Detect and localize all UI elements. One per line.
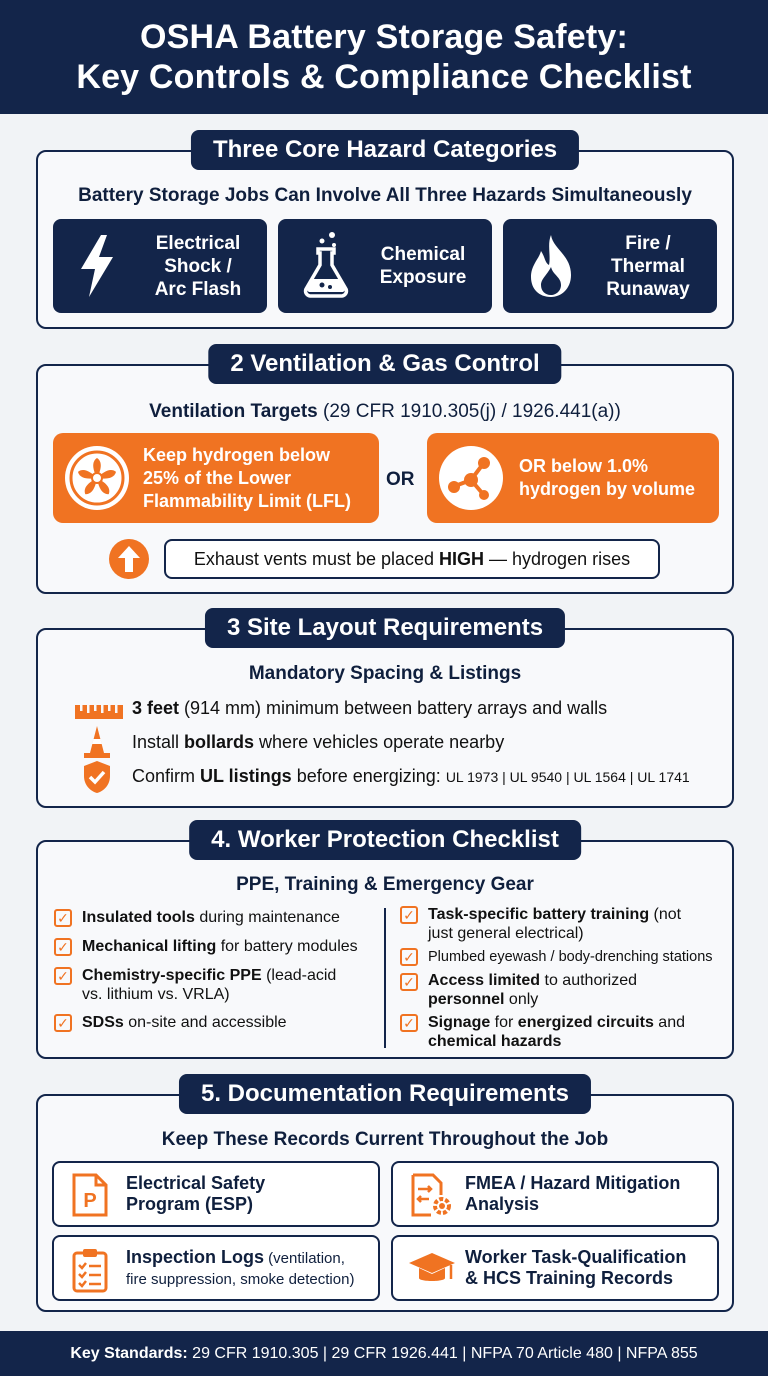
documentation-section-title: 5. Documentation Requirements: [179, 1074, 591, 1114]
doc-card-esp: [52, 1161, 380, 1227]
ruler-icon: [74, 699, 124, 721]
hazard-card-fire: [503, 219, 717, 313]
fan-icon: [65, 446, 129, 510]
ventilation-section: [36, 350, 734, 594]
doc-card-line: FMEA / Hazard Mitigation: [465, 1173, 681, 1193]
checklist-item: Insulated tools during maintenance: [82, 909, 340, 926]
hazard-card-chemical: [278, 219, 492, 313]
worker-protection-section-title: 4. Worker Protection Checklist: [189, 820, 581, 860]
checkbox-icon: ✓: [54, 909, 72, 927]
checkbox-icon: ✓: [54, 938, 72, 956]
ventilation-section-title: 2 Ventilation & Gas Control: [208, 344, 561, 384]
exhaust-vents-note: Exhaust vents must be placed HIGH — hydrogen rises: [164, 539, 660, 579]
doc-card-line: Analysis: [465, 1194, 540, 1214]
checklist-item: Task-specific battery training (not just general electrical): [428, 906, 682, 942]
flame-icon: [523, 233, 579, 299]
checklist-item: Plumbed eyewash / body-drenching stations: [428, 949, 713, 965]
volume-line: hydrogen by volume: [519, 479, 696, 499]
up-arrow-icon: [109, 539, 149, 579]
flask-icon: [300, 229, 352, 299]
hazard-card-line: Fire /: [625, 232, 671, 254]
hazard-categories-section: [36, 136, 734, 329]
hazard-card-line: Shock /: [164, 255, 232, 277]
worker-protection-section: [36, 826, 734, 1059]
doc-card-inspection-logs: Inspection Logs (ventilation, fire suppression, smoke detection): [52, 1235, 380, 1301]
worker-protection-subtitle: PPE, Training & Emergency Gear: [236, 874, 534, 895]
site-layout-section: [36, 614, 734, 808]
doc-card-training-records: [391, 1235, 719, 1301]
hazard-card-line: Thermal: [611, 255, 685, 277]
doc-card-line: Electrical Safety: [126, 1173, 266, 1193]
or-label: OR: [386, 469, 415, 490]
hydrogen-lfl-card: [53, 433, 379, 523]
hazard-card-line: Arc Flash: [154, 278, 242, 300]
checklist-item: Access limited to authorized personnel only: [428, 972, 638, 1008]
hazard-card-line: Chemical: [380, 244, 466, 265]
svg-text:P: P: [83, 1190, 97, 1212]
lfl-line: 25% of the Lower: [143, 467, 292, 488]
doc-card-fmea: [391, 1161, 719, 1227]
document-p-icon: [70, 1173, 110, 1217]
checklist-item: Chemistry-specific PPE (lead-acid vs. lithium vs. VRLA): [82, 967, 337, 1003]
hazard-card-line: Exposure: [379, 267, 467, 288]
hydrogen-volume-card: [427, 433, 719, 523]
checklist-item: Mechanical lifting for battery modules: [82, 938, 358, 955]
site-layout-section-title: 3 Site Layout Requirements: [205, 608, 565, 648]
checkbox-icon: ✓: [54, 1014, 72, 1032]
clipboard-icon: [70, 1247, 110, 1293]
graduation-cap-icon: [407, 1249, 457, 1289]
key-standards-footer: Key Standards: 29 CFR 1910.305 | 29 CFR 1926.441 | NFPA 70 Article 480 | NFPA 855: [0, 1331, 768, 1376]
lfl-line: Keep hydrogen below: [143, 444, 331, 465]
analysis-gear-icon: [409, 1173, 453, 1217]
page-title-line2: Key Controls & Compliance Checklist: [76, 58, 692, 96]
ventilation-subtitle: Ventilation Targets (29 CFR 1910.305(j) / 1926.441(a)): [149, 401, 621, 422]
hazard-section-subtitle: Battery Storage Jobs Can Involve All Three Hazards Simultaneously: [78, 185, 692, 206]
shield-check-icon: [82, 760, 112, 794]
doc-card-line: Worker Task-Qualification: [465, 1247, 687, 1267]
documentation-subtitle: Keep These Records Current Throughout the Job: [161, 1129, 609, 1150]
doc-card-line: & HCS Training Records: [465, 1268, 674, 1288]
ul-listings-requirement: Confirm UL listings before energizing: UL 1973 | UL 9540 | UL 1564 | UL 1741: [132, 766, 690, 786]
checkbox-icon: ✓: [54, 967, 72, 985]
checkbox-icon: ✓: [400, 973, 418, 991]
hazard-section-title: Three Core Hazard Categories: [191, 130, 579, 170]
documentation-section: [36, 1080, 734, 1312]
doc-card-line: fire suppression, smoke detection): [126, 1270, 355, 1288]
page-title-line1: OSHA Battery Storage Safety:: [139, 18, 629, 56]
bollards-requirement: Install bollards where vehicles operate nearby: [132, 732, 505, 752]
lfl-line: Flammability Limit (LFL): [143, 490, 352, 511]
traffic-cone-icon: [82, 725, 112, 759]
volume-line: OR below 1.0%: [519, 456, 649, 476]
checkbox-icon: ✓: [400, 948, 418, 966]
doc-card-line: Program (ESP): [126, 1194, 254, 1214]
checklist-item: Signage for energized circuits and chemical hazards: [428, 1014, 685, 1050]
checkbox-icon: ✓: [400, 1014, 418, 1032]
site-layout-subtitle: Mandatory Spacing & Listings: [248, 663, 522, 684]
checkbox-icon: ✓: [400, 906, 418, 924]
page-header: [0, 0, 768, 114]
hazard-card-line: Runaway: [606, 278, 690, 300]
checklist-item: SDSs on-site and accessible: [82, 1014, 287, 1031]
molecule-icon: [439, 446, 503, 510]
hazard-card-line: Electrical: [155, 232, 241, 254]
checklist-divider: [384, 908, 386, 1048]
hazard-card-electrical: [53, 219, 267, 313]
lightning-icon: [75, 233, 119, 299]
spacing-requirement: 3 feet (914 mm) minimum between battery arrays and walls: [132, 698, 608, 718]
